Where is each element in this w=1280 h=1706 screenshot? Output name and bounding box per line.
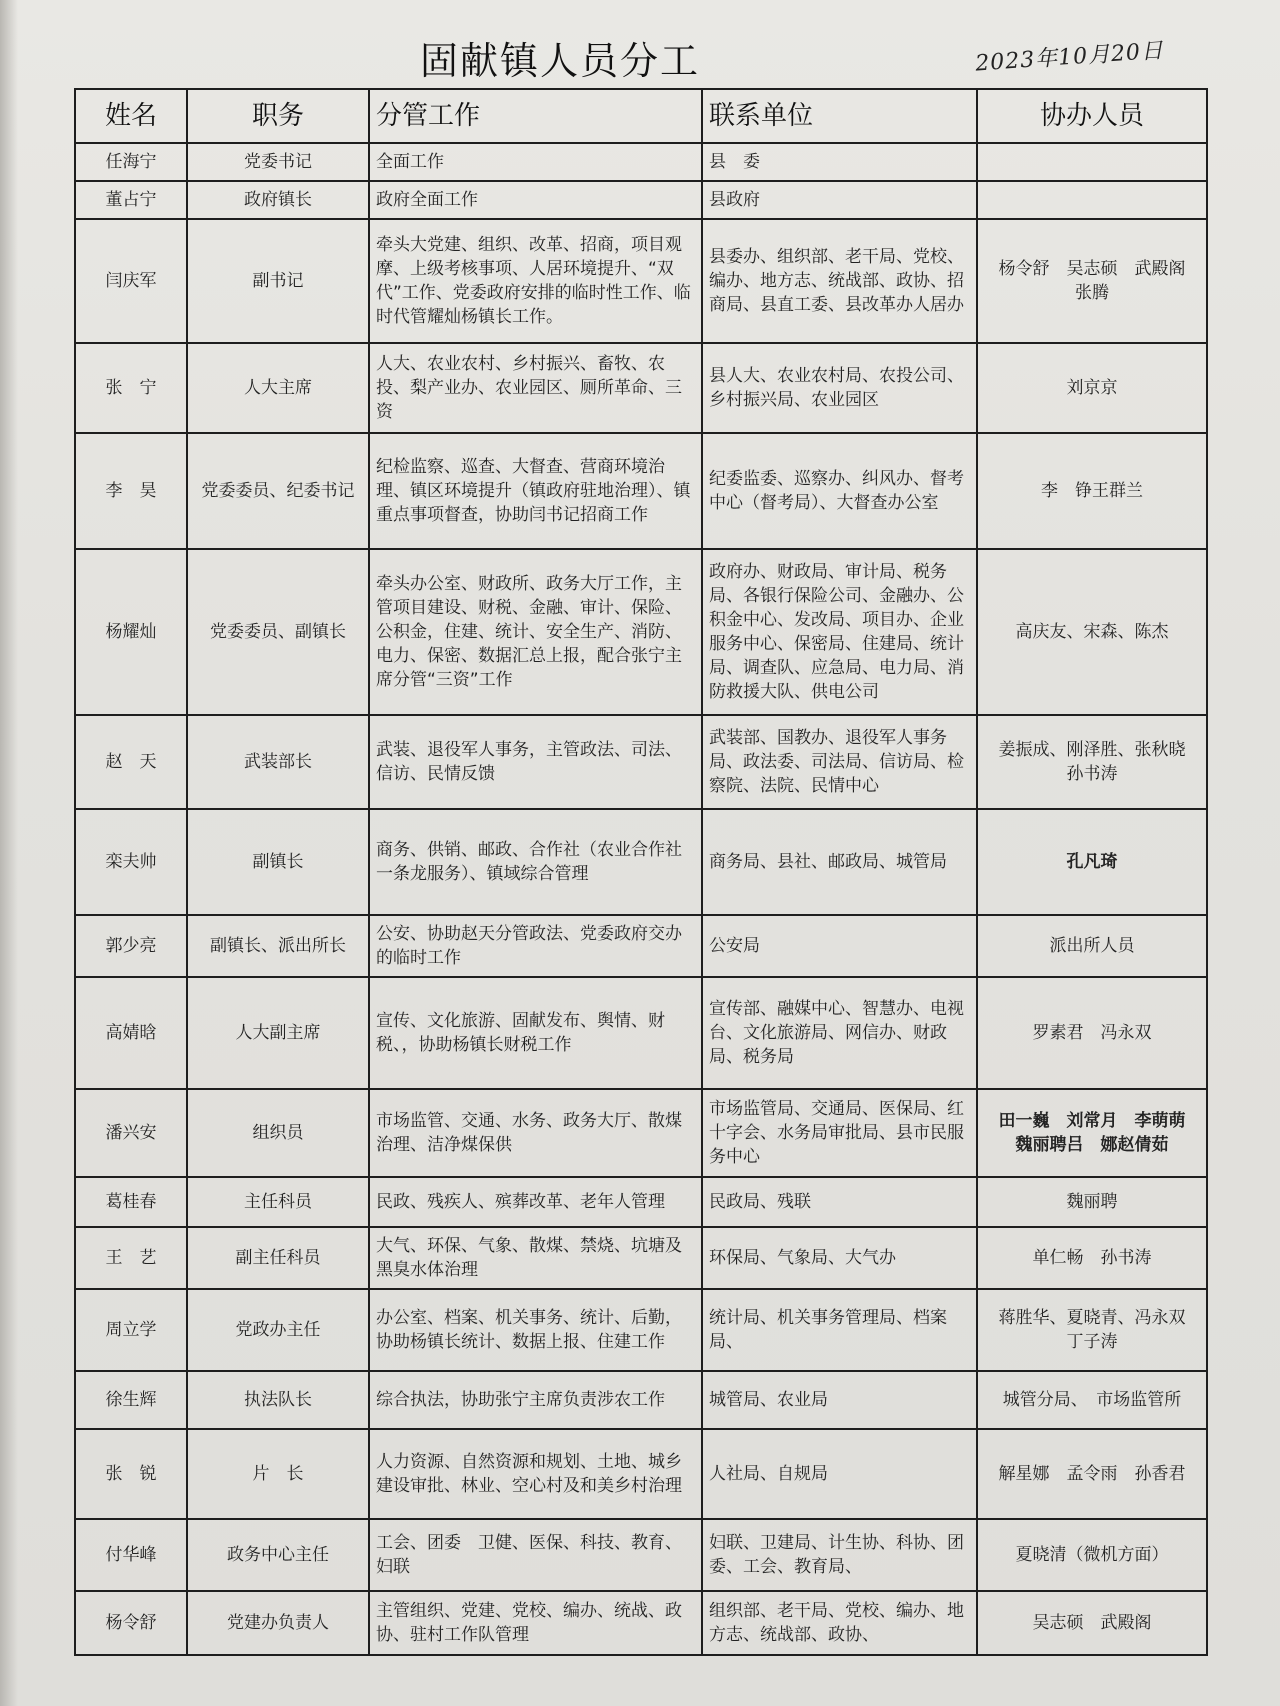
- table-row: [75, 715, 1207, 809]
- cell-units: 城管局、农业局: [702, 1371, 977, 1429]
- header-post: 职务: [187, 89, 369, 143]
- cell-helpers: 姜振成、刚泽胜、张秋晓 孙书涛: [977, 715, 1207, 809]
- cell-post: 副镇长、派出所长: [187, 915, 369, 977]
- table-row: [75, 977, 1207, 1089]
- cell-units: 武装部、国教办、退役军人事务局、政法委、司法局、信访局、检察院、法院、民情中心: [702, 715, 977, 809]
- cell-helpers: 魏丽聘: [977, 1177, 1207, 1227]
- cell-units: 县人大、农业农村局、农投公司、乡村振兴局、农业园区: [702, 343, 977, 433]
- cell-duties: 纪检监察、巡查、大督查、营商环境治理、镇区环境提升（镇政府驻地治理）、镇重点事项督查，协助闫书记招商工作: [369, 433, 702, 549]
- cell-helpers: 单仁畅 孙书涛: [977, 1227, 1207, 1289]
- cell-helpers: 派出所人员: [977, 915, 1207, 977]
- table-row: [75, 809, 1207, 915]
- cell-duties: 公安、协助赵天分管政法、党委政府交办的临时工作: [369, 915, 702, 977]
- cell-units: 市场监管局、交通局、医保局、红十字会、水务局审批局、县市民服务中心: [702, 1089, 977, 1177]
- cell-post: 副书记: [187, 219, 369, 343]
- cell-units: 宣传部、融媒中心、智慧办、电视台、文化旅游局、网信办、财政局、税务局: [702, 977, 977, 1089]
- cell-post: 副镇长: [187, 809, 369, 915]
- staff-assignment-table: [74, 88, 1208, 1656]
- table-row: [75, 343, 1207, 433]
- cell-post: 政府镇长: [187, 181, 369, 219]
- cell-duties: 综合执法，协助张宁主席负责涉农工作: [369, 1371, 702, 1429]
- cell-post: 党委委员、纪委书记: [187, 433, 369, 549]
- cell-duties: 牵头办公室、财政所、政务大厅工作，主管项目建设、财税、金融、审计、保险、公积金，住建、统计、安全生产、消防、电力、保密、数据汇总上报，配合张宁主席分管“三资”工作: [369, 549, 702, 715]
- cell-helpers: 城管分局、 市场监管所: [977, 1371, 1207, 1429]
- table-row: [75, 143, 1207, 181]
- cell-post: 人大副主席: [187, 977, 369, 1089]
- cell-name: 徐生辉: [75, 1371, 187, 1429]
- cell-units: 妇联、卫建局、计生协、科协、团委、工会、教育局、: [702, 1519, 977, 1591]
- cell-name: 董占宁: [75, 181, 187, 219]
- cell-name: 张 宁: [75, 343, 187, 433]
- cell-name: 王 艺: [75, 1227, 187, 1289]
- cell-helpers: 刘京京: [977, 343, 1207, 433]
- cell-name: 周立学: [75, 1289, 187, 1371]
- table-row: [75, 1591, 1207, 1655]
- cell-helpers: 夏晓清（微机方面）: [977, 1519, 1207, 1591]
- cell-helpers: 田一巍 刘常月 李萌萌 魏丽聘吕 娜赵倩茹: [977, 1089, 1207, 1177]
- cell-post: 政务中心主任: [187, 1519, 369, 1591]
- table-row: [75, 1429, 1207, 1519]
- cell-units: 县委办、组织部、老干局、党校、编办、地方志、统战部、政协、招商局、县直工委、县改革办人居办: [702, 219, 977, 343]
- cell-post: 人大主席: [187, 343, 369, 433]
- cell-duties: 民政、残疾人、殡葬改革、老年人管理: [369, 1177, 702, 1227]
- cell-helpers: 杨令舒 吴志硕 武殿阁 张腾: [977, 219, 1207, 343]
- header-duties: 分管工作: [369, 89, 702, 143]
- cell-duties: 人力资源、自然资源和规划、土地、城乡建设审批、林业、空心村及和美乡村治理: [369, 1429, 702, 1519]
- cell-name: 郭少亮: [75, 915, 187, 977]
- cell-units: 组织部、老干局、党校、编办、地方志、统战部、政协、: [702, 1591, 977, 1655]
- cell-helpers: 李 铮王群兰: [977, 433, 1207, 549]
- cell-name: 李 昊: [75, 433, 187, 549]
- table-row: [75, 433, 1207, 549]
- cell-name: 杨耀灿: [75, 549, 187, 715]
- cell-duties: 工会、团委 卫健、医保、科技、教育、妇联: [369, 1519, 702, 1591]
- cell-name: 付华峰: [75, 1519, 187, 1591]
- cell-name: 任海宁: [75, 143, 187, 181]
- cell-post: 执法队长: [187, 1371, 369, 1429]
- cell-units: 民政局、残联: [702, 1177, 977, 1227]
- cell-units: 商务局、县社、邮政局、城管局: [702, 809, 977, 915]
- cell-duties: 大气、环保、气象、散煤、禁烧、坑塘及黑臭水体治理: [369, 1227, 702, 1289]
- cell-duties: 办公室、档案、机关事务、统计、后勤，协助杨镇长统计、数据上报、住建工作: [369, 1289, 702, 1371]
- cell-helpers: [977, 143, 1207, 181]
- cell-units: 公安局: [702, 915, 977, 977]
- cell-duties: 全面工作: [369, 143, 702, 181]
- cell-helpers: 高庆友、宋森、陈杰: [977, 549, 1207, 715]
- cell-name: 赵 天: [75, 715, 187, 809]
- cell-helpers: 蒋胜华、夏晓青、冯永双 丁子涛: [977, 1289, 1207, 1371]
- cell-units: 纪委监委、巡察办、纠风办、督考中心（督考局）、大督查办公室: [702, 433, 977, 549]
- table-header-row: [75, 89, 1207, 143]
- cell-post: 组织员: [187, 1089, 369, 1177]
- cell-duties: 人大、农业农村、乡村振兴、畜牧、农投、梨产业办、农业园区、厕所革命、三资: [369, 343, 702, 433]
- cell-duties: 市场监管、交通、水务、政务大厅、散煤治理、洁净煤保供: [369, 1089, 702, 1177]
- table-row: [75, 1371, 1207, 1429]
- table-row: [75, 1089, 1207, 1177]
- cell-post: 党政办主任: [187, 1289, 369, 1371]
- cell-post: 武装部长: [187, 715, 369, 809]
- cell-duties: 牵头大党建、组织、改革、招商，项目观摩、上级考核事项、人居环境提升、“双代”工作、党委政府安排的临时性工作、临时代管耀灿杨镇长工作。: [369, 219, 702, 343]
- cell-name: 葛桂春: [75, 1177, 187, 1227]
- cell-units: 县 委: [702, 143, 977, 181]
- cell-helpers: 解星娜 孟令雨 孙香君: [977, 1429, 1207, 1519]
- page-title: 固献镇人员分工: [420, 39, 701, 83]
- table-row: [75, 915, 1207, 977]
- table-row: [75, 1519, 1207, 1591]
- cell-helpers: 吴志硕 武殿阁: [977, 1591, 1207, 1655]
- cell-name: 潘兴安: [75, 1089, 187, 1177]
- header-name: 姓名: [75, 89, 187, 143]
- cell-helpers: [977, 181, 1207, 219]
- table-row: [75, 181, 1207, 219]
- table-row: [75, 1227, 1207, 1289]
- cell-post: 副主任科员: [187, 1227, 369, 1289]
- cell-units: 统计局、机关事务管理局、档案局、: [702, 1289, 977, 1371]
- cell-post: 片 长: [187, 1429, 369, 1519]
- cell-units: 县政府: [702, 181, 977, 219]
- cell-duties: 主管组织、党建、党校、编办、统战、政协、驻村工作队管理: [369, 1591, 702, 1655]
- table-row: [75, 219, 1207, 343]
- cell-name: 高婧晗: [75, 977, 187, 1089]
- table-row: [75, 549, 1207, 715]
- table-row: [75, 1177, 1207, 1227]
- cell-post: 党委委员、副镇长: [187, 549, 369, 715]
- cell-name: 栾夫帅: [75, 809, 187, 915]
- header-units: 联系单位: [702, 89, 977, 143]
- cell-post: 党委书记: [187, 143, 369, 181]
- cell-duties: 武装、退役军人事务，主管政法、司法、信访、民情反馈: [369, 715, 702, 809]
- cell-units: 环保局、气象局、大气办: [702, 1227, 977, 1289]
- header-helpers: 协办人员: [977, 89, 1207, 143]
- cell-helpers: 罗素君 冯永双: [977, 977, 1207, 1089]
- cell-duties: 宣传、文化旅游、固献发布、舆情、财税、，协助杨镇长财税工作: [369, 977, 702, 1089]
- cell-helpers: 孔凡琦: [977, 809, 1207, 915]
- page-edge-shadow: [0, 0, 18, 1706]
- cell-units: 政府办、财政局、审计局、税务局、各银行保险公司、金融办、公积金中心、发改局、项目办、企业服务中心、保密局、住建局、统计局、调查队、应急局、电力局、消防救援大队、供电公司: [702, 549, 977, 715]
- cell-duties: 政府全面工作: [369, 181, 702, 219]
- cell-name: 杨令舒: [75, 1591, 187, 1655]
- table-row: [75, 1289, 1207, 1371]
- cell-name: 闫庆军: [75, 219, 187, 343]
- cell-post: 党建办负责人: [187, 1591, 369, 1655]
- cell-post: 主任科员: [187, 1177, 369, 1227]
- cell-name: 张 锐: [75, 1429, 187, 1519]
- cell-units: 人社局、自规局: [702, 1429, 977, 1519]
- handwritten-date: 2023年10月20日: [974, 38, 1165, 77]
- cell-duties: 商务、供销、邮政、合作社（农业合作社一条龙服务）、镇域综合管理: [369, 809, 702, 915]
